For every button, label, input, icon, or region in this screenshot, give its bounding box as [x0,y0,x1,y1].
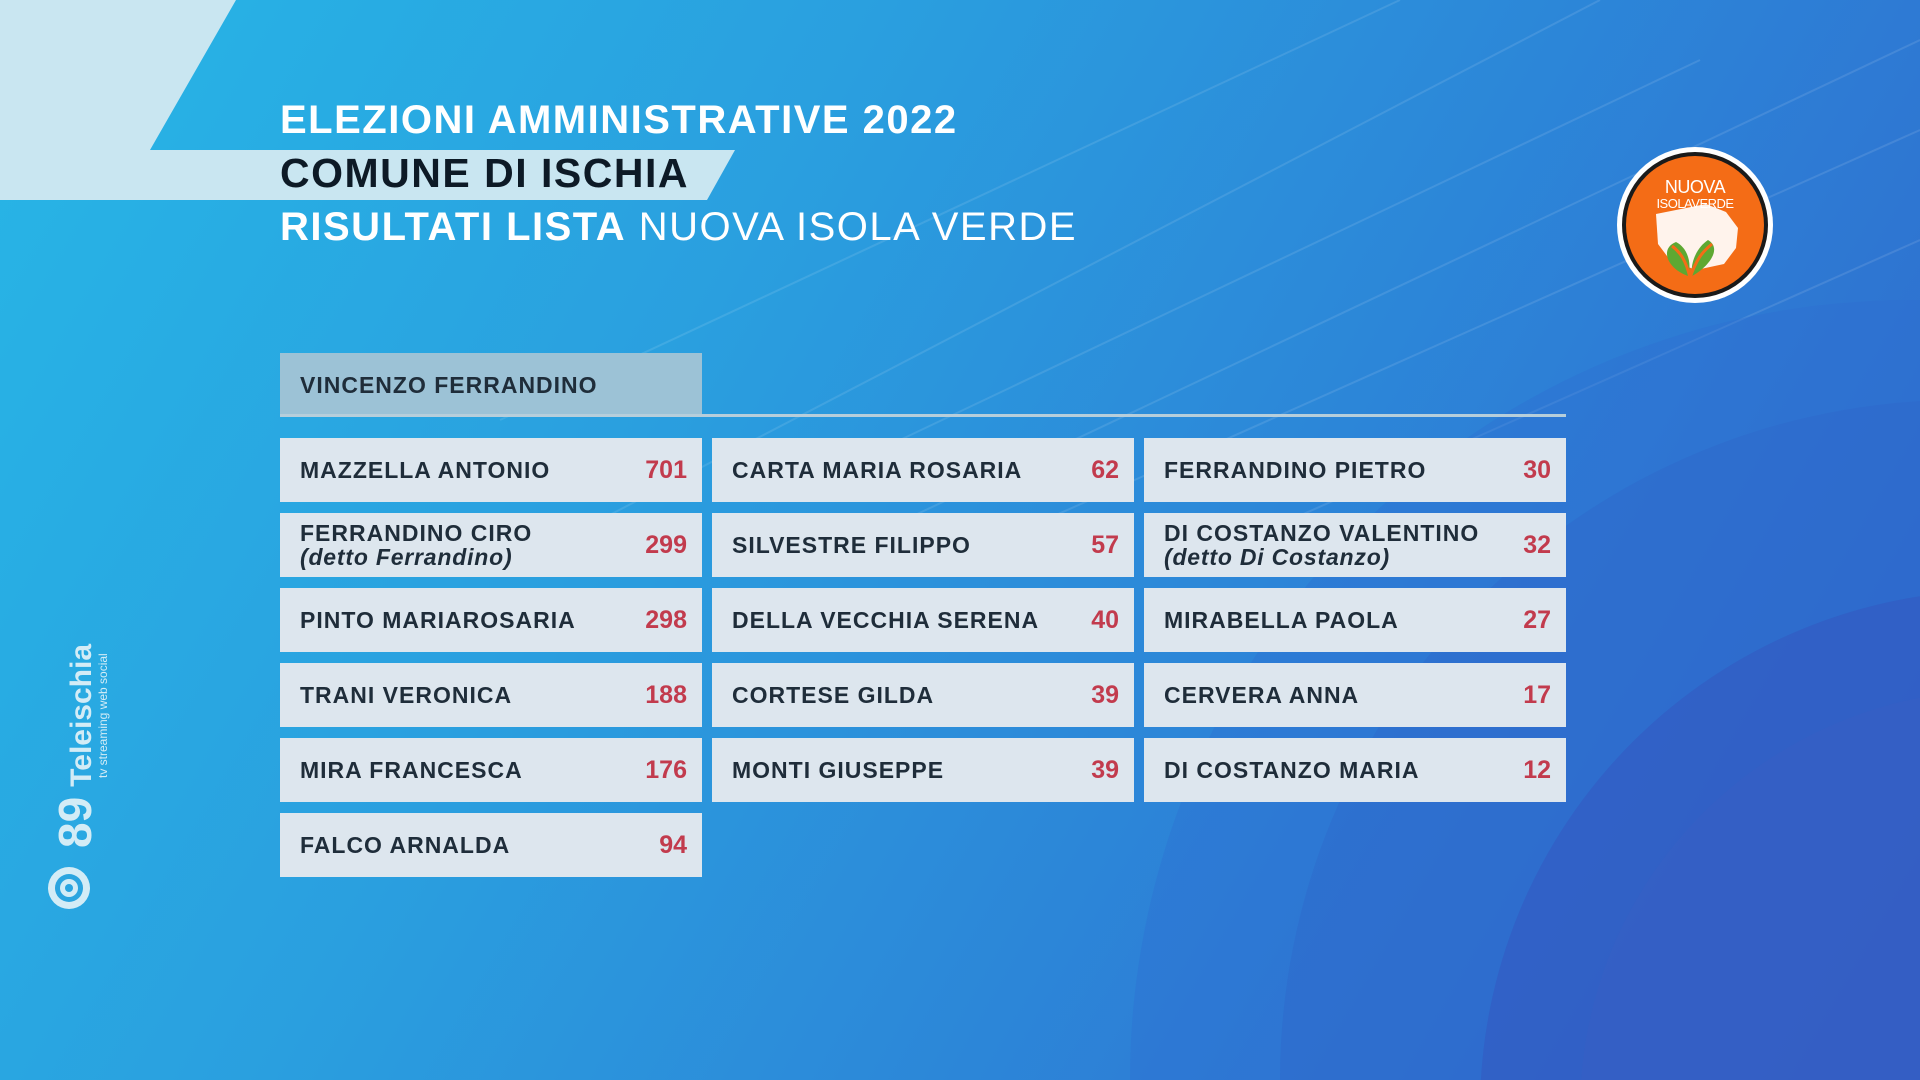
broadcast-target-icon [44,863,94,913]
candidate-name [300,683,512,707]
candidate-result-row [712,513,1134,577]
candidate-name [732,533,971,557]
candidate-votes: 57 [1091,530,1119,559]
candidate-votes: 298 [645,605,687,634]
candidate-surname-name: DI COSTANZO VALENTINO [1164,520,1480,546]
candidate-surname-name: MAZZELLA ANTONIO [300,457,551,483]
candidate-result-row [712,663,1134,727]
candidate-result-row [1144,438,1566,502]
list-title-strong: RISULTATI LISTA [280,205,627,249]
list-title [280,202,1077,252]
candidate-votes: 299 [645,530,687,559]
logo-text-bottom: ISOLAVERDE [1656,196,1734,211]
mayor-candidate-name: VINCENZO FERRANDINO [300,371,598,398]
candidate-result-row [280,738,702,802]
candidate-votes: 12 [1523,755,1551,784]
candidate-votes: 62 [1091,455,1119,484]
candidate-votes: 30 [1523,455,1551,484]
candidate-name [1164,758,1420,782]
broadcaster-tagline: tv streaming web social [96,653,110,778]
candidate-result-row [1144,513,1566,577]
candidate-surname-name: MIRA FRANCESCA [300,757,523,783]
candidate-result-row [1144,738,1566,802]
candidate-result-row [280,663,702,727]
mayor-candidate-header [280,353,702,417]
candidate-result-row [712,738,1134,802]
candidate-votes: 39 [1091,680,1119,709]
candidate-surname-name: SILVESTRE FILIPPO [732,532,971,558]
candidate-name [300,458,550,482]
candidate-votes: 39 [1091,755,1119,784]
candidate-surname-name: FERRANDINO CIRO [300,520,533,546]
candidate-result-row [1144,663,1566,727]
candidate-name [300,758,523,782]
election-title: ELEZIONI AMMINISTRATIVE 2022 [280,98,958,142]
broadcaster-name: Teleischia [65,643,98,787]
candidate-result-row [280,588,702,652]
list-title-name: NUOVA ISOLA VERDE [638,205,1078,249]
candidate-surname-name: PINTO MARIAROSARIA [300,607,576,633]
candidate-result-row [1144,588,1566,652]
candidate-votes: 94 [659,830,687,859]
candidate-name [300,521,532,569]
candidate-votes: 27 [1523,605,1551,634]
candidate-surname-name: TRANI VERONICA [300,682,513,708]
candidate-result-row [712,588,1134,652]
municipality-title: COMUNE DI ISCHIA [280,150,689,196]
candidate-surname-name: FALCO ARNALDA [300,832,511,858]
candidate-result-row [280,813,702,877]
candidate-votes: 40 [1091,605,1119,634]
candidate-surname-name: DI COSTANZO MARIA [1164,757,1420,783]
candidate-name [1164,458,1426,482]
candidate-name [1164,683,1359,707]
candidate-name [300,833,510,857]
candidate-result-row [712,438,1134,502]
candidate-surname-name: MONTI GIUSEPPE [732,757,945,783]
candidate-name [300,608,576,632]
candidate-name [1164,608,1399,632]
candidate-votes: 32 [1523,530,1551,559]
header-divider [280,414,1566,417]
candidate-result-row [280,438,702,502]
candidate-name [1164,521,1479,569]
candidate-surname-name: MIRABELLA PAOLA [1164,607,1399,633]
candidate-result-row [280,513,702,577]
title-block [280,96,1077,252]
candidate-name [732,458,1022,482]
candidate-votes: 701 [645,455,687,484]
candidate-votes: 17 [1523,680,1551,709]
candidate-nickname: (detto Ferrandino) [300,544,513,570]
candidate-votes: 176 [645,755,687,784]
broadcaster-wordmark [48,644,110,848]
candidate-nickname: (detto Di Costanzo) [1164,544,1391,570]
logo-text-top: NUOVA [1664,177,1726,197]
candidate-name [732,683,934,707]
candidate-surname-name: CERVERA ANNA [1164,682,1360,708]
candidate-surname-name: CORTESE GILDA [732,682,935,708]
candidate-surname-name: FERRANDINO PIETRO [1164,457,1427,483]
candidate-surname-name: CARTA MARIA ROSARIA [732,457,1023,483]
broadcaster-number: 89 [49,796,101,848]
candidate-name [732,608,1039,632]
candidate-name [732,758,944,782]
party-logo [1617,147,1773,303]
candidate-votes: 188 [645,680,687,709]
candidate-surname-name: DELLA VECCHIA SERENA [732,607,1040,633]
